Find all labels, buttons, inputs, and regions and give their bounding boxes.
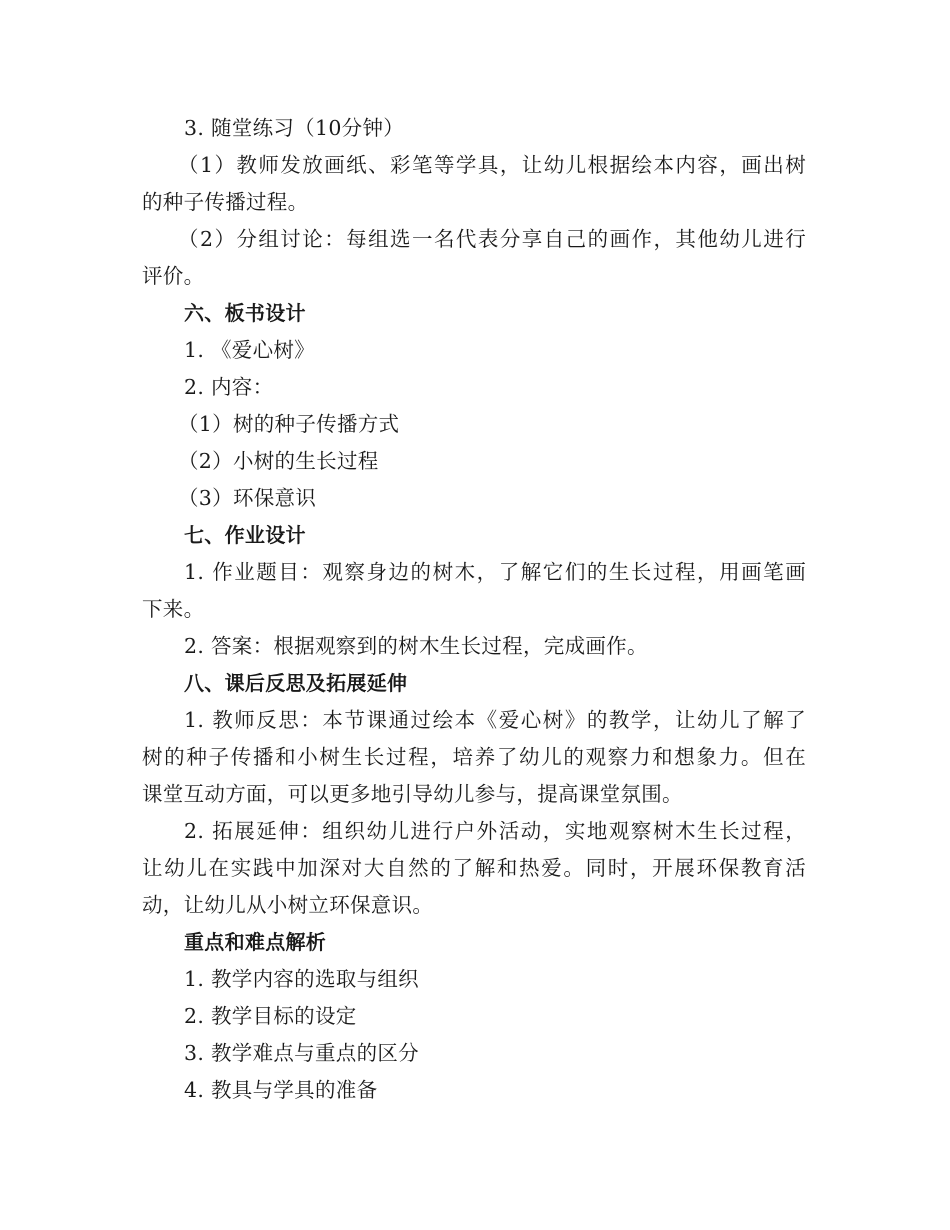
paragraph-line: 课堂互动方面，可以更多地引导幼儿参与，提高课堂氛围。 [142,782,683,806]
section-heading: 八、课后反思及拓展延伸 [184,671,408,695]
paragraph-line: 的种子传播过程。 [142,190,309,214]
paragraph-line: 评价。 [142,264,205,288]
list-item-practice: 3. 随堂练习（10分钟） [184,116,405,140]
section-heading: 六、板书设计 [184,301,306,325]
list-item: 2. 教学目标的设定 [184,1004,357,1028]
list-item: 3. 教学难点与重点的区分 [184,1041,419,1065]
list-item: 1. 《爱心树》 [184,338,315,362]
list-item: 2. 内容： [184,375,274,399]
list-item: （2）小树的生长过程 [178,449,379,473]
paragraph-line: 动，让幼儿从小树立环保意识。 [142,893,434,917]
paragraph-line: 让幼儿在实践中加深对大自然的了解和热爱。同时，开展环保教育活 [142,856,806,880]
paragraph-line: 2. 拓展延伸：组织幼儿进行户外活动，实地观察树木生长过程， [184,819,806,843]
paragraph-line: 1. 作业题目：观察身边的树木，了解它们的生长过程，用画笔画 [184,560,806,584]
document-page [142,110,806,1109]
paragraph-line: （2）分组讨论：每组选一名代表分享自己的画作，其他幼儿进行 [178,227,806,251]
list-item: 1. 教学内容的选取与组织 [184,967,419,991]
paragraph-line: 树的种子传播和小树生长过程，培养了幼儿的观察力和想象力。但在 [142,745,806,769]
paragraph-line: 1. 教师反思：本节课通过绘本《爱心树》的教学，让幼儿了解了 [184,708,806,732]
list-item: （3）环保意识 [178,486,317,510]
paragraph-line: 2. 答案：根据观察到的树木生长过程，完成画作。 [184,634,648,658]
section-heading: 重点和难点解析 [184,930,327,954]
list-item: 4. 教具与学具的准备 [184,1078,378,1102]
list-item: （1）树的种子传播方式 [178,412,400,436]
paragraph-line: 下来。 [142,597,205,621]
paragraph-line: （1）教师发放画纸、彩笔等学具，让幼儿根据绘本内容，画出树 [178,153,806,177]
section-heading: 七、作业设计 [184,523,306,547]
